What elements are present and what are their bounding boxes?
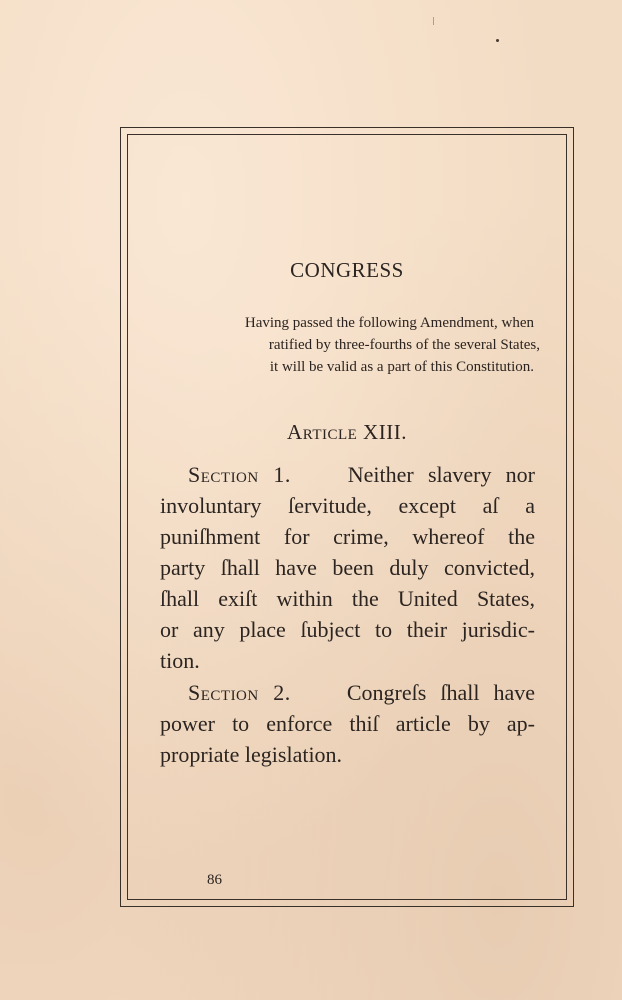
section-2-line: Congreſs ſhall have	[346, 680, 535, 705]
intro-paragraph	[150, 312, 540, 378]
intro-line: it will be valid as a part of this Constitution.	[269, 359, 534, 375]
section-1-line: tion.	[160, 648, 200, 673]
intro-line: Having passed the following Amendment, when	[244, 315, 534, 331]
ink-speck	[496, 39, 499, 42]
section-2-line: power to enforce thiſ article by ap-	[160, 711, 535, 736]
section-1-line: involuntary ſervitude, except aſ a	[160, 493, 535, 518]
section-1	[160, 459, 535, 676]
section-2	[160, 677, 535, 770]
ink-speck	[433, 17, 434, 25]
section-1-first-line	[160, 459, 535, 490]
section-1-line: party ſhall have been duly convicted,	[160, 555, 535, 580]
page-heading: CONGRESS	[290, 258, 404, 282]
section-1-line: or any place ſubject to their jurisdic-	[160, 617, 535, 642]
section-1-line: Neither slavery nor	[347, 462, 535, 487]
section-2-first-line	[160, 677, 535, 708]
intro-line: ratified by three-fourths of the several States,	[268, 337, 540, 353]
section-1-label: Section 1.	[188, 462, 291, 487]
section-2-label: Section 2.	[188, 680, 291, 705]
section-1-line: ſhall exiſt within the United States,	[160, 586, 535, 611]
page-number: 86	[207, 872, 222, 888]
section-1-line: puniſhment for crime, whereof the	[160, 524, 535, 549]
article-title: Article XIII.	[287, 420, 407, 444]
section-2-line: propriate legislation.	[160, 742, 343, 767]
